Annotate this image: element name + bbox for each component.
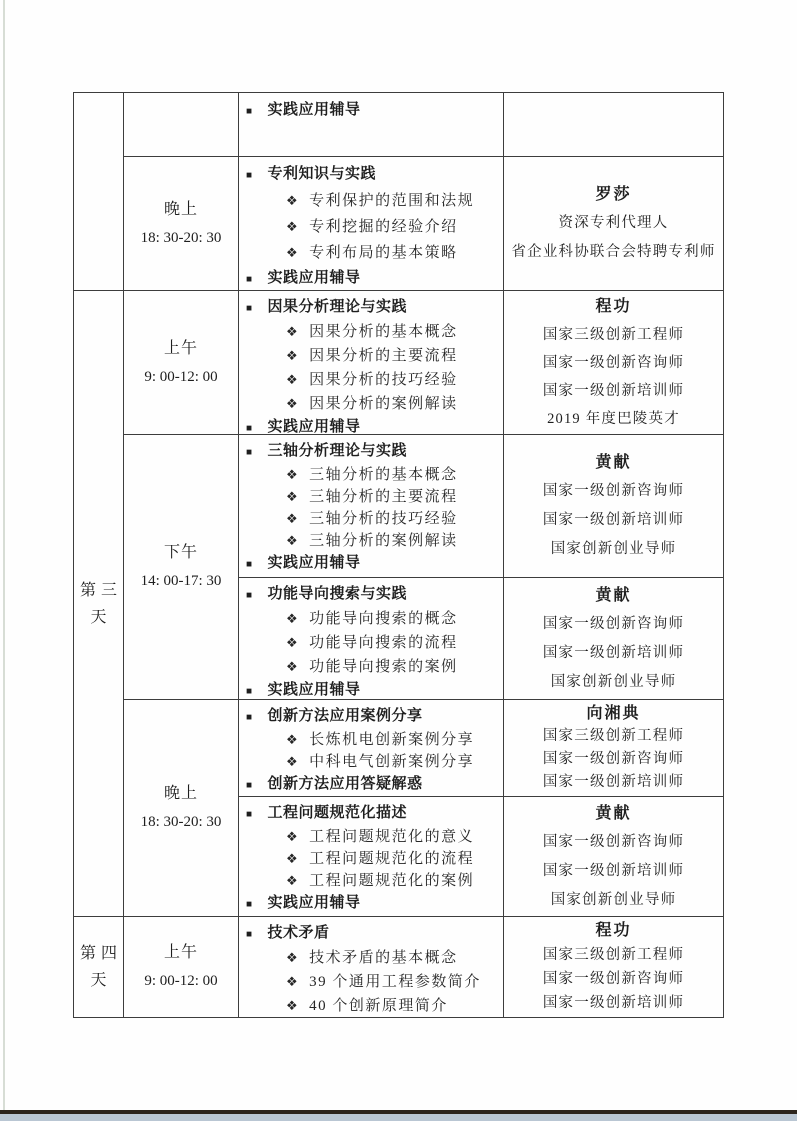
agenda-subtopic bbox=[246, 486, 501, 508]
agenda-subtopic bbox=[246, 848, 501, 870]
diamond-bullet-icon: ❖ bbox=[286, 193, 300, 208]
agenda-item-text: 功能导向搜索与实践 bbox=[267, 586, 408, 602]
agenda-item-text: 创新方法应用答疑解惑 bbox=[267, 776, 423, 792]
instructor-credential: 省企业科协联合会特聘专利师 bbox=[511, 244, 716, 260]
instructor-name: 黄献 bbox=[595, 804, 632, 822]
agenda-topic bbox=[246, 705, 501, 729]
diamond-bullet-icon: ❖ bbox=[286, 245, 300, 260]
agenda-subtopic bbox=[246, 655, 501, 679]
instructor-credential: 国家三级创新工程师 bbox=[542, 947, 685, 963]
training-schedule-table bbox=[73, 92, 724, 1018]
square-bullet-icon: ■ bbox=[246, 809, 253, 820]
diamond-bullet-icon: ❖ bbox=[286, 754, 300, 769]
diamond-bullet-icon: ❖ bbox=[286, 611, 300, 626]
agenda-item-text: 工程问题规范化的流程 bbox=[309, 851, 475, 867]
session-content-cell bbox=[239, 797, 504, 917]
square-bullet-icon: ■ bbox=[246, 303, 253, 314]
instructor-name: 程功 bbox=[595, 922, 632, 939]
diamond-bullet-icon: ❖ bbox=[286, 635, 300, 650]
agenda-subtopic bbox=[246, 392, 501, 416]
time-cell bbox=[124, 291, 239, 435]
session-period-label: 下午 bbox=[163, 544, 198, 561]
square-bullet-icon: ■ bbox=[246, 423, 253, 434]
agenda-topic bbox=[246, 583, 501, 607]
agenda-item-text: 因果分析理论与实践 bbox=[267, 299, 408, 315]
diamond-bullet-icon: ❖ bbox=[286, 732, 300, 747]
instructor-cell bbox=[504, 797, 724, 917]
agenda-item-text: 技术矛盾 bbox=[267, 925, 330, 941]
agenda-item-text: 40 个创新原理简介 bbox=[309, 998, 448, 1014]
time-cell bbox=[124, 917, 239, 1018]
instructor-credential: 国家一级创新咨询师 bbox=[542, 615, 685, 632]
agenda-item-text: 三轴分析的案例解读 bbox=[309, 533, 458, 549]
instructor-cell bbox=[504, 917, 724, 1018]
instructor-credential: 国家一级创新培训师 bbox=[542, 644, 685, 661]
session-period-label: 上午 bbox=[163, 339, 198, 357]
agenda-topic bbox=[246, 296, 501, 320]
agenda-subtopic bbox=[246, 826, 501, 848]
square-bullet-icon: ■ bbox=[246, 780, 253, 791]
agenda-subtopic bbox=[246, 344, 501, 368]
agenda-item-text: 实践应用辅导 bbox=[267, 270, 361, 286]
diamond-bullet-icon: ❖ bbox=[286, 372, 300, 387]
day-cell bbox=[74, 93, 124, 291]
agenda-item-text: 创新方法应用案例分享 bbox=[267, 708, 423, 724]
instructor-credential: 国家一级创新培训师 bbox=[542, 862, 685, 879]
agenda-topic bbox=[246, 266, 501, 292]
agenda-subtopic bbox=[246, 751, 501, 773]
agenda-item-text: 因果分析的案例解读 bbox=[309, 396, 458, 412]
scan-edge-bottom-light bbox=[0, 1114, 797, 1121]
agenda-item-text: 功能导向搜索的流程 bbox=[309, 635, 458, 651]
diamond-bullet-icon: ❖ bbox=[286, 974, 300, 989]
scan-edge-left bbox=[3, 0, 5, 1112]
agenda-item-text: 功能导向搜索的概念 bbox=[309, 611, 458, 627]
session-time-range: 9: 00-12: 00 bbox=[144, 368, 218, 385]
instructor-credential: 国家一级创新咨询师 bbox=[542, 354, 685, 371]
agenda-subtopic bbox=[246, 607, 501, 631]
square-bullet-icon: ■ bbox=[246, 712, 253, 723]
session-content-cell bbox=[239, 578, 504, 700]
diamond-bullet-icon: ❖ bbox=[286, 489, 300, 504]
diamond-bullet-icon: ❖ bbox=[286, 511, 300, 526]
diamond-bullet-icon: ❖ bbox=[286, 396, 300, 411]
square-bullet-icon: ■ bbox=[246, 170, 253, 181]
agenda-item-text: 工程问题规范化描述 bbox=[267, 805, 408, 821]
agenda-item-text: 三轴分析的基本概念 bbox=[309, 467, 458, 483]
agenda-item-text: 三轴分析的技巧经验 bbox=[309, 511, 458, 527]
session-content-cell bbox=[239, 700, 504, 797]
session-period-label: 晚上 bbox=[163, 785, 198, 802]
session-content-cell bbox=[239, 917, 504, 1018]
day-label: 天 bbox=[90, 972, 112, 989]
agenda-item-text: 专利保护的范围和法规 bbox=[309, 193, 475, 209]
instructor-cell bbox=[504, 435, 724, 578]
instructor-credential: 国家三级创新工程师 bbox=[542, 728, 685, 744]
session-content-cell bbox=[239, 157, 504, 291]
agenda-item-text: 实践应用辅导 bbox=[267, 682, 361, 698]
agenda-item-text: 专利挖掘的经验介绍 bbox=[309, 219, 458, 235]
agenda-item-text: 实践应用辅导 bbox=[267, 555, 361, 571]
agenda-item-text: 因果分析的技巧经验 bbox=[309, 372, 458, 388]
agenda-topic bbox=[246, 773, 501, 797]
session-content-cell bbox=[239, 291, 504, 435]
instructor-cell bbox=[504, 93, 724, 157]
square-bullet-icon: ■ bbox=[246, 106, 253, 117]
agenda-item-text: 工程问题规范化的意义 bbox=[309, 829, 475, 845]
day-label: 第三 bbox=[79, 581, 122, 599]
agenda-subtopic bbox=[246, 530, 501, 552]
agenda-item-text: 39 个通用工程参数简介 bbox=[309, 974, 481, 990]
instructor-credential: 国家创新创业导师 bbox=[550, 673, 677, 690]
diamond-bullet-icon: ❖ bbox=[286, 950, 300, 965]
agenda-item-text: 中科电气创新案例分享 bbox=[309, 754, 475, 770]
instructor-cell bbox=[504, 578, 724, 700]
diamond-bullet-icon: ❖ bbox=[286, 659, 300, 674]
agenda-topic bbox=[246, 98, 501, 124]
agenda-topic bbox=[246, 162, 501, 188]
session-period-label: 上午 bbox=[163, 944, 198, 961]
time-cell bbox=[124, 435, 239, 700]
time-cell bbox=[124, 157, 239, 291]
day-label: 天 bbox=[90, 608, 112, 626]
agenda-subtopic bbox=[246, 188, 501, 214]
agenda-topic bbox=[246, 922, 501, 946]
instructor-credential: 国家创新创业导师 bbox=[550, 891, 677, 908]
instructor-credential: 资深专利代理人 bbox=[558, 215, 669, 231]
agenda-topic bbox=[246, 802, 501, 826]
session-time-range: 18: 30-20: 30 bbox=[140, 229, 222, 246]
agenda-topic bbox=[246, 440, 501, 464]
instructor-cell bbox=[504, 291, 724, 435]
instructor-name: 黄献 bbox=[595, 586, 632, 604]
agenda-item-text: 因果分析的主要流程 bbox=[309, 348, 458, 364]
diamond-bullet-icon: ❖ bbox=[286, 873, 300, 888]
agenda-subtopic bbox=[246, 508, 501, 530]
agenda-item-text: 实践应用辅导 bbox=[267, 895, 361, 911]
agenda-item-text: 技术矛盾的基本概念 bbox=[309, 950, 458, 966]
time-cell bbox=[124, 700, 239, 917]
agenda-item-text: 专利知识与实践 bbox=[267, 166, 377, 182]
instructor-credential: 国家一级创新咨询师 bbox=[542, 483, 685, 499]
session-time-range: 9: 00-12: 00 bbox=[144, 973, 218, 989]
agenda-item-text: 实践应用辅导 bbox=[267, 419, 361, 435]
agenda-subtopic bbox=[246, 970, 501, 994]
agenda-item-text: 因果分析的基本概念 bbox=[309, 324, 458, 340]
day-cell bbox=[74, 917, 124, 1018]
agenda-subtopic bbox=[246, 214, 501, 240]
diamond-bullet-icon: ❖ bbox=[286, 829, 300, 844]
instructor-name: 罗莎 bbox=[595, 186, 632, 203]
agenda-topic bbox=[246, 552, 501, 576]
diamond-bullet-icon: ❖ bbox=[286, 533, 300, 548]
instructor-credential: 国家一级创新咨询师 bbox=[542, 971, 685, 987]
agenda-item-text: 功能导向搜索的案例 bbox=[309, 659, 458, 675]
instructor-credential: 国家一级创新咨询师 bbox=[542, 751, 685, 767]
square-bullet-icon: ■ bbox=[246, 899, 253, 910]
agenda-subtopic bbox=[246, 870, 501, 892]
diamond-bullet-icon: ❖ bbox=[286, 348, 300, 363]
diamond-bullet-icon: ❖ bbox=[286, 324, 300, 339]
diamond-bullet-icon: ❖ bbox=[286, 219, 300, 234]
square-bullet-icon: ■ bbox=[246, 929, 253, 940]
session-content-cell bbox=[239, 93, 504, 157]
instructor-cell bbox=[504, 157, 724, 291]
day-label: 第四 bbox=[79, 945, 122, 962]
instructor-credential: 国家一级创新培训师 bbox=[542, 512, 685, 528]
agenda-subtopic bbox=[246, 320, 501, 344]
diamond-bullet-icon: ❖ bbox=[286, 851, 300, 866]
agenda-subtopic bbox=[246, 729, 501, 751]
agenda-item-text: 长炼机电创新案例分享 bbox=[309, 732, 475, 748]
square-bullet-icon: ■ bbox=[246, 559, 253, 570]
day-cell bbox=[74, 291, 124, 917]
agenda-item-text: 专利布局的基本策略 bbox=[309, 245, 458, 261]
diamond-bullet-icon: ❖ bbox=[286, 998, 300, 1013]
instructor-name: 程功 bbox=[595, 297, 632, 315]
agenda-item-text: 三轴分析的主要流程 bbox=[309, 489, 458, 505]
agenda-item-text: 实践应用辅导 bbox=[267, 102, 361, 118]
session-time-range: 18: 30-20: 30 bbox=[140, 814, 222, 830]
agenda-subtopic bbox=[246, 464, 501, 486]
diamond-bullet-icon: ❖ bbox=[286, 467, 300, 482]
agenda-subtopic bbox=[246, 946, 501, 970]
instructor-name: 向湘典 bbox=[586, 705, 641, 722]
instructor-credential: 国家创新创业导师 bbox=[550, 541, 677, 557]
session-time-range: 14: 00-17: 30 bbox=[140, 573, 222, 589]
square-bullet-icon: ■ bbox=[246, 274, 253, 285]
square-bullet-icon: ■ bbox=[246, 590, 253, 601]
agenda-item-text: 三轴分析理论与实践 bbox=[267, 443, 408, 459]
instructor-credential: 国家三级创新工程师 bbox=[542, 326, 685, 343]
instructor-credential: 国家一级创新咨询师 bbox=[542, 833, 685, 850]
instructor-cell bbox=[504, 700, 724, 797]
session-content-cell bbox=[239, 435, 504, 578]
agenda-subtopic bbox=[246, 631, 501, 655]
agenda-topic bbox=[246, 892, 501, 916]
agenda-item-text: 工程问题规范化的案例 bbox=[309, 873, 475, 889]
instructor-credential: 国家一级创新培训师 bbox=[542, 995, 685, 1011]
instructor-credential: 国家一级创新培训师 bbox=[542, 774, 685, 790]
agenda-subtopic bbox=[246, 368, 501, 392]
square-bullet-icon: ■ bbox=[246, 447, 253, 458]
instructor-credential: 国家一级创新培训师 bbox=[542, 382, 685, 399]
instructor-name: 黄献 bbox=[595, 454, 632, 471]
agenda-subtopic bbox=[246, 240, 501, 266]
instructor-credential: 2019 年度巴陵英才 bbox=[547, 410, 680, 427]
session-period-label: 晚上 bbox=[163, 200, 198, 218]
square-bullet-icon: ■ bbox=[246, 686, 253, 697]
time-cell bbox=[124, 93, 239, 157]
agenda-subtopic bbox=[246, 994, 501, 1018]
